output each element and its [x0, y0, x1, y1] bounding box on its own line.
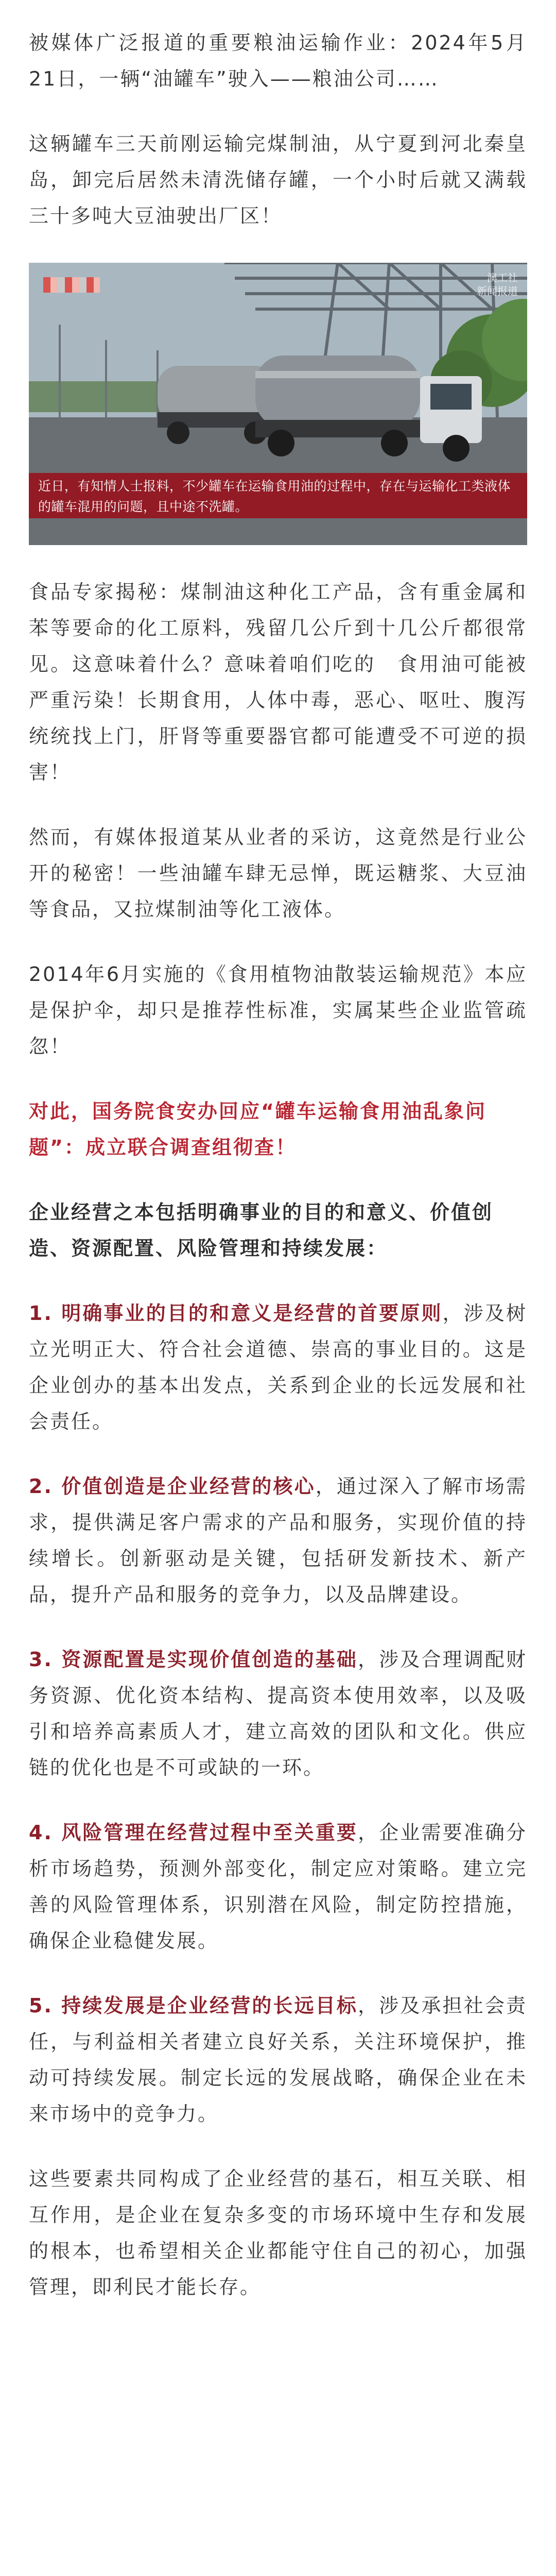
- point-2: [29, 1468, 527, 1613]
- point-1-text: ，涉及树立光明正大、符合社会道德、崇高的事业目的。这是企业创办的基本出发点，关系到企业的长远发展和社会责任。: [29, 1302, 527, 1433]
- point-1: [29, 1295, 527, 1439]
- conclusion-paragraph: 这些要素共同构成了企业经营的基石，相互关联、相互作用，是企业在复杂多变的市场环境中生存和发展的根本，也希望相关企业都能守住自己的初心，加强管理，即利民才能长存。: [29, 2167, 527, 2298]
- photo-watermark: [477, 271, 518, 298]
- point-5: [29, 1988, 527, 2132]
- point-2-text: ，通过深入了解市场需求，提供满足客户需求的产品和服务，实现价值的持续增长。创新驱动是关键，包括研发新技术、新产品，提升产品和服务的竞争力，以及品牌建设。: [29, 1475, 527, 1606]
- point-4-lead: 4. 风险管理在经营过程中至关重要: [29, 1821, 358, 1844]
- section-title: 企业经营之本包括明确事业的目的和意义、价值创造、资源配置、风险管理和持续发展：: [29, 1201, 494, 1260]
- point-4-text: ，企业需要准确分析市场趋势，预测外部变化，制定应对策略。建立完善的风险管理体系，识别潜在风险，制定防控措施，确保企业稳健发展。: [29, 1821, 527, 1952]
- point-1-lead: 1. 明确事业的目的和意义是经营的首要原则: [29, 1302, 443, 1325]
- news-photo: [29, 263, 527, 545]
- point-5-lead: 5. 持续发展是企业经营的长远目标: [29, 1994, 358, 2017]
- blurred-logo: [43, 277, 100, 293]
- watermark-line-1: 澳工社: [487, 272, 518, 284]
- paragraph-tanker-story: 这辆罐车三天前刚运输完煤制油，从宁夏到河北秦皇岛，卸完后居然未清洗储存罐，一个小时后就又满载三十多吨大豆油驶出厂区！: [29, 132, 527, 227]
- point-2-lead: 2. 价值创造是企业经营的核心: [29, 1475, 316, 1498]
- point-3-lead: 3. 资源配置是实现价值创造的基础: [29, 1648, 358, 1671]
- intro-paragraph: 被媒体广泛报道的重要粮油运输作业：2024年5月21日，一辆“油罐车”驶入——粮油公司……: [29, 31, 527, 90]
- point-5-text: ，涉及承担社会责任，与利益相关者建立良好关系，关注环境保护，推动可持续发展。制定长远的发展战略，确保企业在未来市场中的竞争力。: [29, 1994, 527, 2125]
- point-3: [29, 1641, 527, 1786]
- paragraph-expert: 食品专家揭秘：煤制油这种化工产品，含有重金属和苯等要命的化工原料，残留几公斤到十几公斤都很常见。这意味着什么？意味着咱们吃的 食用油可能被严重污染！长期食用，人体中毒，恶心、呕吐、腹泻统统找上门，肝肾等重要器官都可能遭受不可逆的损害！: [29, 581, 527, 784]
- paragraph-industry-secret: 然而，有媒体报道某从业者的采访，这竟然是行业公开的秘密！一些油罐车肆无忌惮，既运糖浆、大豆油等食品，又拉煤制油等化工液体。: [29, 826, 527, 921]
- point-4: [29, 1815, 527, 1959]
- watermark-line-2: 新闻报道: [477, 285, 518, 297]
- highlight-response: 对此，国务院食安办回应“罐车运输食用油乱象问题”：成立联合调查组彻查！: [29, 1100, 486, 1159]
- photo-caption: 近日，有知情人士报料，不少罐车在运输食用油的过程中，存在与运输化工类液体的罐车混用的问题，且中途不洗罐。: [29, 473, 527, 518]
- paragraph-regulation: 2014年6月实施的《食用植物油散装运输规范》本应是保护伞，却只是推荐性标准，实属某些企业监管疏忽！: [29, 963, 527, 1058]
- point-3-text: ，涉及合理调配财务资源、优化资本结构、提高资本使用效率，以及吸引和培养高素质人才，建立高效的团队和文化。供应链的优化也是不可或缺的一环。: [29, 1648, 527, 1779]
